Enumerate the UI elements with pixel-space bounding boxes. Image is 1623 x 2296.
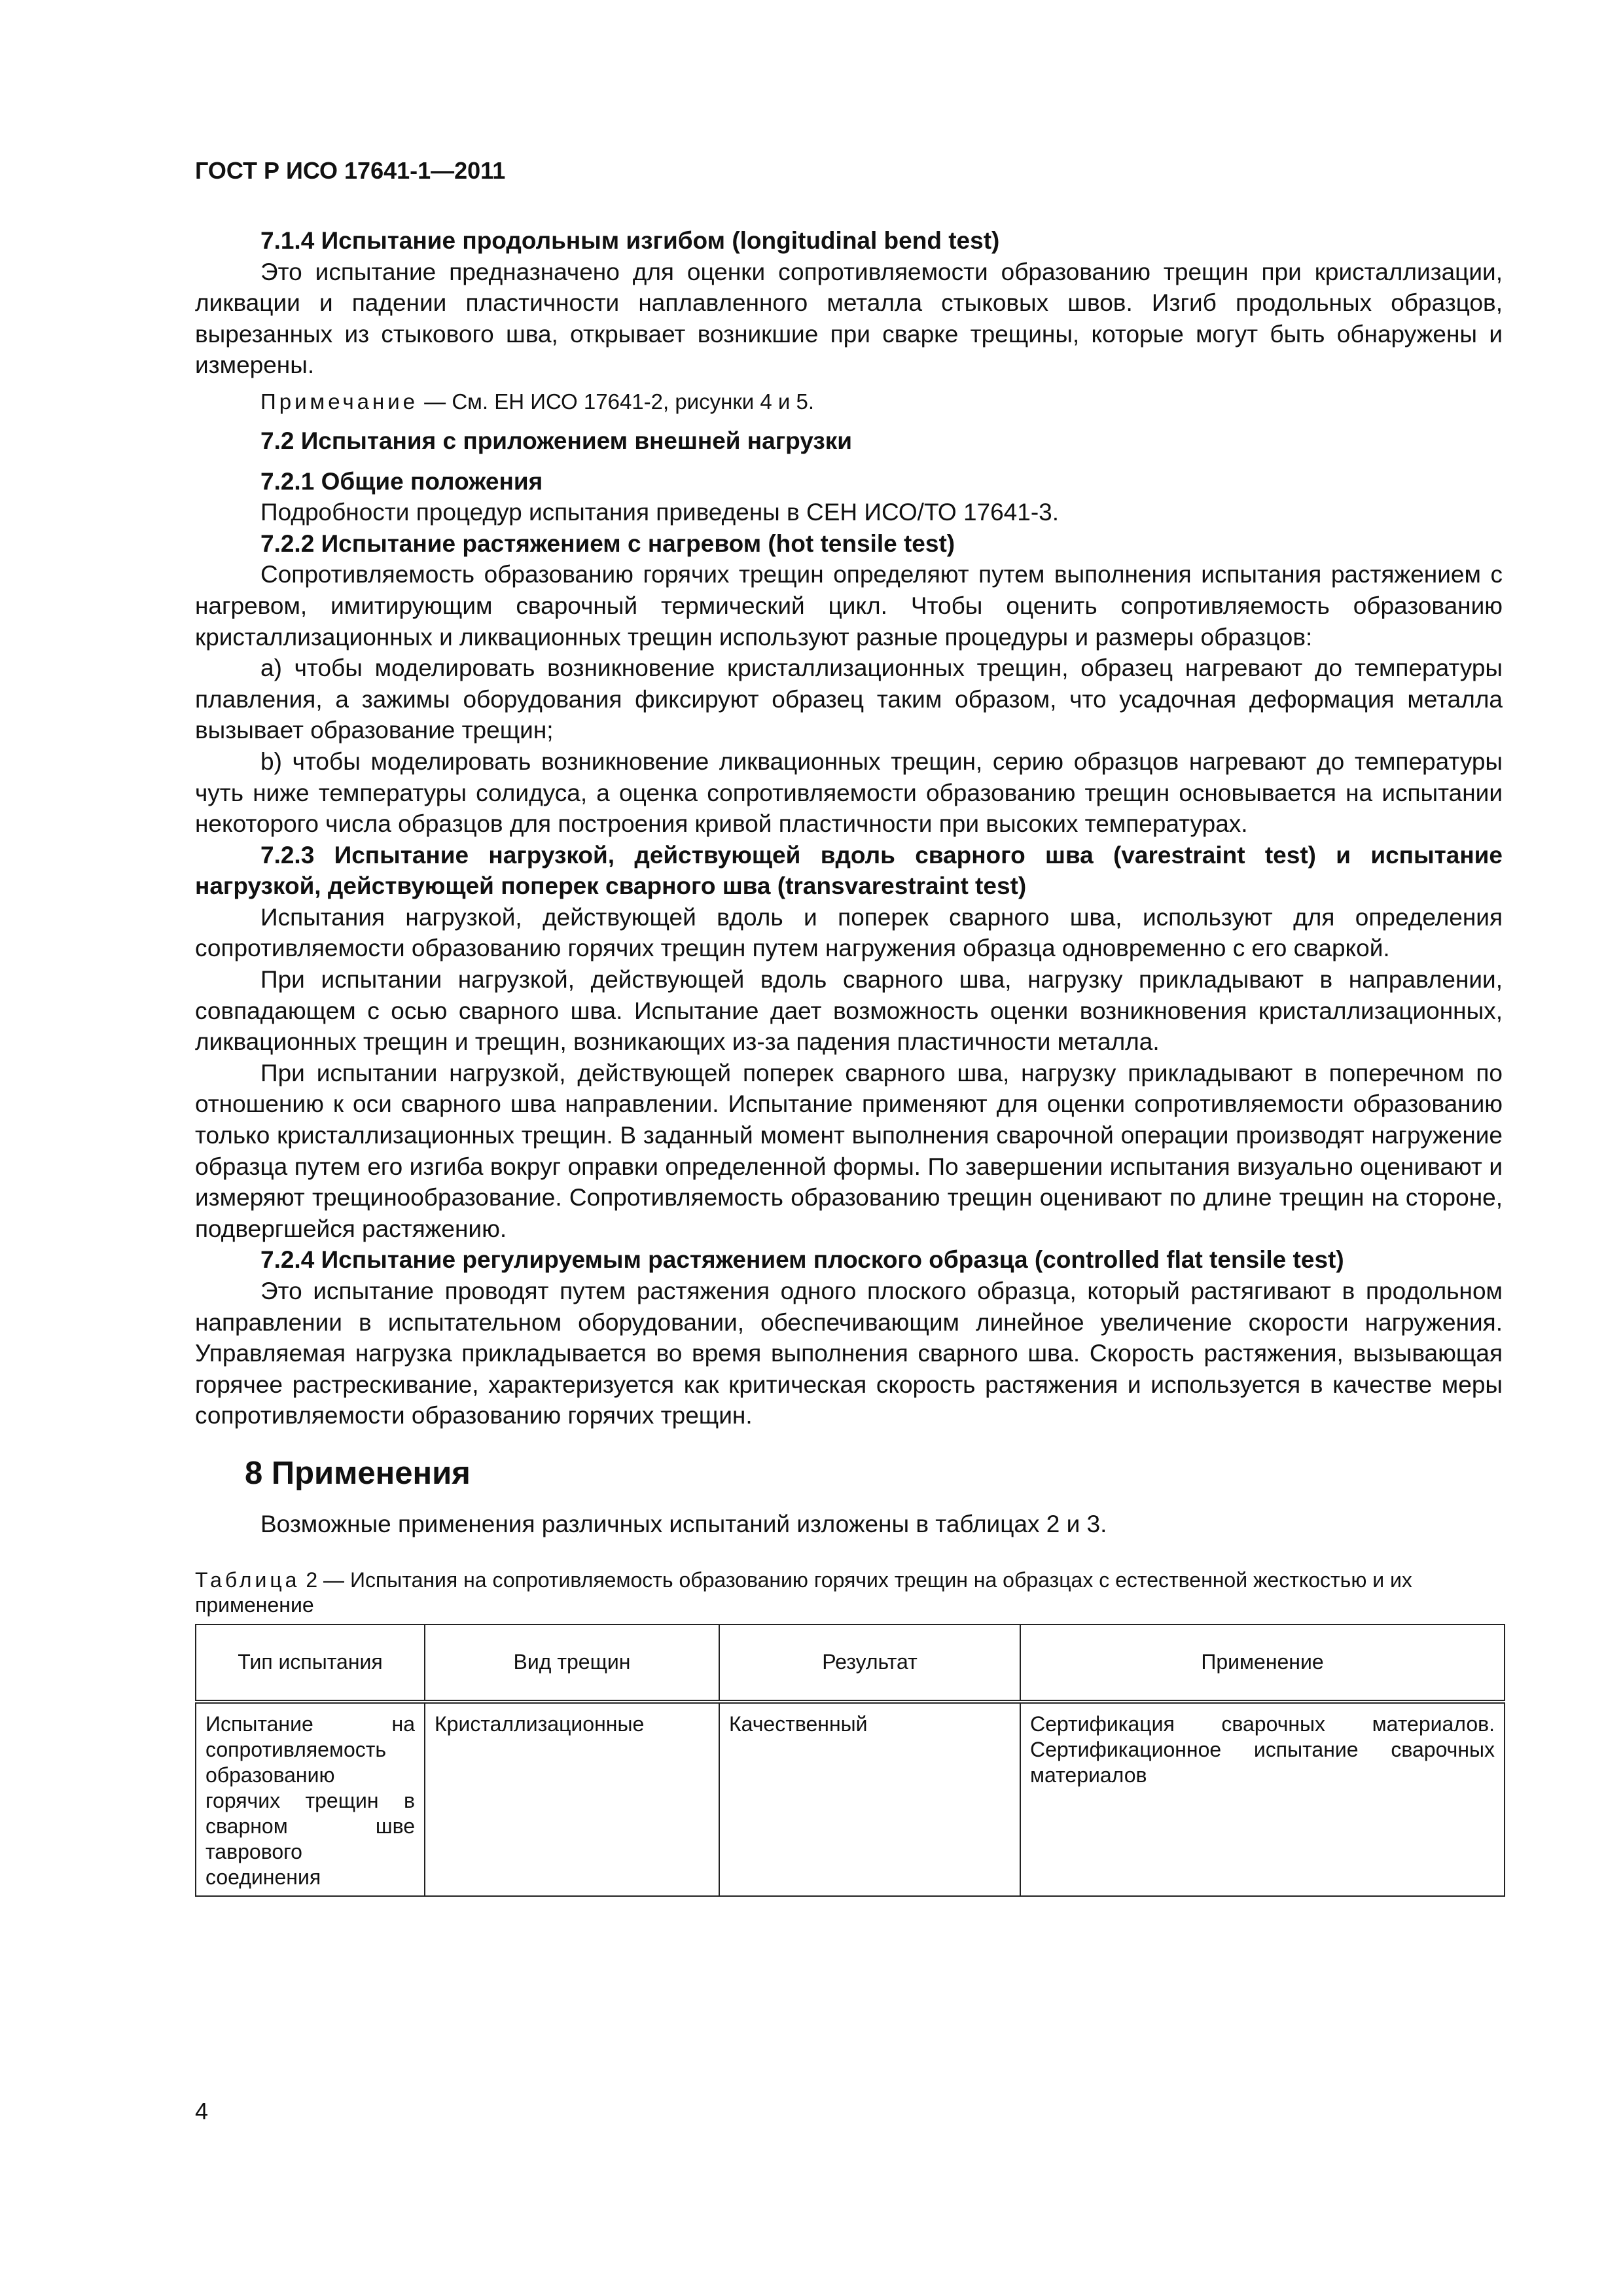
list-item-a: a) чтобы моделировать возникновение кристаллизационных трещин, образец нагревают до температуры плавления, а зажимы оборудования фиксируют образец таким образом, что усадочная деформация металла вызывает образование трещин; [195,655,1503,744]
page-number: 4 [195,2098,209,2125]
table-cell-test-type: Испытание на сопротивляемость образованию горячих трещин в сварном шве таврового соединения [196,1702,425,1896]
column-header-test-type: Тип испытания [196,1624,425,1702]
table-caption-text: 2 — Испытания на сопротивляемость образованию горячих трещин на образцах с естественной жесткостью и их применение [195,1568,1412,1617]
section-8-text: Возможные применения различных испытаний изложены в таблицах 2 и 3. [260,1510,1107,1537]
table-header-row [196,1624,1505,1702]
table-caption [195,1568,1503,1617]
table-2 [195,1624,1505,1897]
column-header-result: Результат [719,1624,1020,1702]
column-header-crack-type: Вид трещин [425,1624,719,1702]
table-cell-crack-type: Кристаллизационные [425,1702,719,1896]
column-header-application: Применение [1020,1624,1505,1702]
section-7-2-3-title: 7.2.3 Испытание нагрузкой, действующей вдоль сварного шва (varestraint test) и испытание нагрузкой, действующей поперек сварного шва (transvarestraint test) [195,841,1503,900]
document-header: ГОСТ Р ИСО 17641-1—2011 [195,157,506,184]
section-7-2-1-title: 7.2.1 Общие положения [260,467,543,495]
table-cell-application: Сертификация сварочных материалов. Сертификационное испытание сварочных материалов [1020,1702,1505,1896]
table-row [196,1702,1505,1896]
section-7-1-4-title: 7.1.4 Испытание продольным изгибом (longitudinal bend test) [260,227,1000,254]
section-7-2-3-p1: Испытания нагрузкой, действующей вдоль и поперек сварного шва, используют для определения сопротивляемости образованию горячих трещин путем нагружения образца одновременно с его сваркой. [195,903,1503,962]
section-8-title: 8 Применения [245,1455,471,1491]
section-7-1-4-text: Это испытание предназначено для оценки сопротивляемости образованию трещин при кристаллизации, ликвации и падении пластичности наплавленного металла стыковых швов. Изгиб продольных образцов, вырезанных из стыкового шва, открывает возникшие при сварке трещины, которые могут быть обнаружены и измерены. [195,258,1503,379]
section-7-2-4-title: 7.2.4 Испытание регулируемым растяжением плоского образца (controlled flat tensile test) [260,1246,1344,1274]
note-label: Примечание [260,389,419,414]
table-caption-label: Таблица [195,1568,300,1592]
section-7-2-2-title: 7.2.2 Испытание растяжением с нагревом (hot tensile test) [260,529,955,557]
section-7-2-3-p2: При испытании нагрузкой, действующей вдоль сварного шва, нагрузку прикладывают в направлении, совпадающем с осью сварного шва. Испытание дает возможность оценки возникновения кристаллизационных, ликвационных трещин и трещин, возникающих из-за падения пластичности металла. [195,966,1503,1056]
section-7-2-4-text: Это испытание проводят путем растяжения одного плоского образца, который растягивают в продольном направлении в испытательном оборудовании, обеспечивающим линейное увеличение скорости нагружения. Управляемая нагрузка прикладывается во время выполнения сварного шва. Скорость растяжения, вызывающая горячее растрескивание, характеризуется как критическая скорость растяжения и используется в качестве меры сопротивляемости образованию горячих трещин. [195,1278,1503,1429]
section-7-2-1-text: Подробности процедур испытания приведены в СЕН ИСО/ТО 17641-3. [260,499,1060,526]
document-page [195,157,1503,1897]
table-cell-result: Качественный [719,1702,1020,1896]
note [195,387,1503,416]
section-7-2-title: 7.2 Испытания с приложением внешней нагрузки [260,427,852,454]
note-text: — См. ЕН ИСО 17641-2, рисунки 4 и 5. [418,389,815,414]
list-item-b: b) чтобы моделировать возникновение ликвационных трещин, серию образцов нагревают до температуры чуть ниже температуры солидуса, а оценка сопротивляемости образованию трещин основывается на испытании некоторого числа образцов для построения кривой пластичности при высоких температурах. [195,747,1503,838]
section-7-2-3-p3: При испытании нагрузкой, действующей поперек сварного шва, нагрузку прикладывают в поперечном по отношению к оси сварного шва направлении. Испытание применяют для оценки сопротивляемости образованию только кристаллизационных трещин. В заданный момент выполнения сварочной операции производят нагружение образца путем его изгиба вокруг оправки определенной формы. По завершении испытания визуально оценивают и измеряют трещинообразование. Сопротивляемость образованию трещин оценивают по длине трещин на стороне, подвергшейся растяжению. [195,1059,1503,1242]
section-7-2-2-text: Сопротивляемость образованию горячих трещин определяют путем выполнения испытания растяжением с нагревом, имитирующим сварочный термический цикл. Чтобы оценить сопротивляемость образованию кристаллизационных и ликвационных трещин используют разные процедуры и размеры образцов: [195,561,1503,651]
